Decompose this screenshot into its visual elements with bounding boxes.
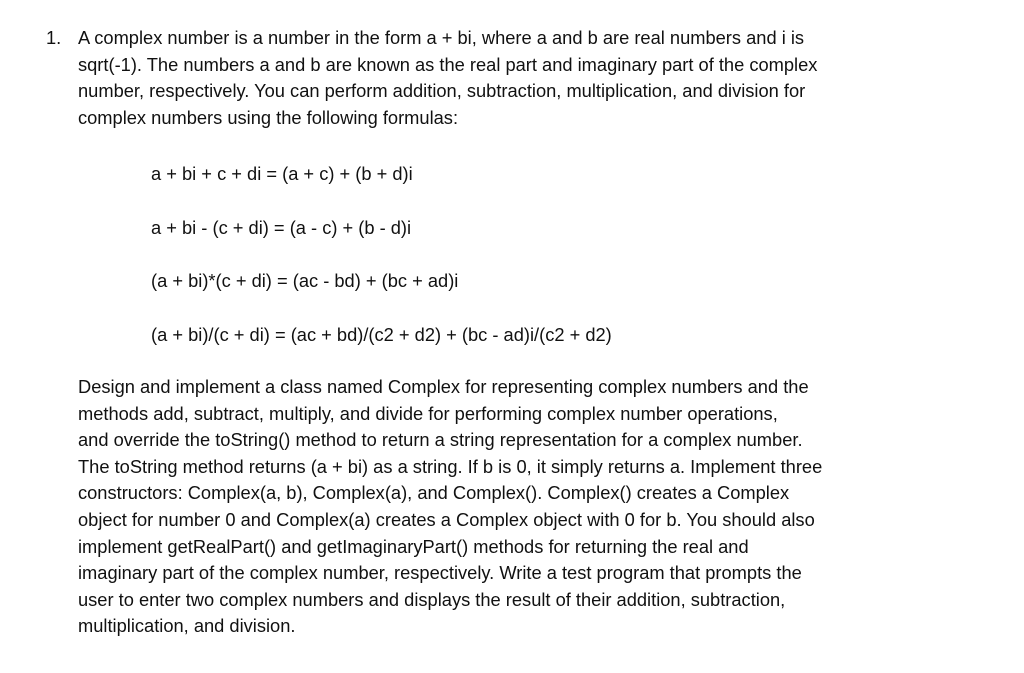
task-line: The toString method returns (a + bi) as a string. If b is 0, it simply returns a. Implement three — [78, 455, 823, 477]
problem-number: 1. — [46, 27, 62, 48]
multiplication-formula: (a + bi)*(c + di) = (ac - bd) + (bc + ad)i — [151, 270, 459, 291]
task-line: implement getRealPart() and getImaginaryPart() methods for returning the real and — [78, 535, 749, 557]
task-line: imaginary part of the complex number, respectively. Write a test program that prompts the — [78, 562, 802, 584]
task-line: multiplication, and division. — [78, 615, 296, 637]
task-line: object for number 0 and Complex(a) creates a Complex object with 0 for b. You should also — [78, 508, 815, 530]
addition-formula: a + bi + c + di = (a + c) + (b + d)i — [151, 163, 413, 184]
intro-line: complex numbers using the following formulas: — [78, 106, 459, 128]
task-line: methods add, subtract, multiply, and divide for performing complex number operations, — [78, 402, 778, 424]
intro-line: A complex number is a number in the form a + bi, where a and b are real numbers and i is — [78, 27, 805, 48]
task-paragraph — [78, 374, 978, 640]
division-formula: (a + bi)/(c + di) = (ac + bd)/(c2 + d2) + (bc - ad)i/(c2 + d2) — [151, 324, 612, 345]
intro-paragraph — [78, 25, 978, 131]
task-line: constructors: Complex(a, b), Complex(a), and Complex(). Complex() creates a Complex — [78, 482, 790, 504]
intro-line: number, respectively. You can perform addition, subtraction, multiplication, and division for — [78, 80, 806, 102]
task-line: and override the toString() method to return a string representation for a complex number. — [78, 429, 803, 451]
task-line: user to enter two complex numbers and displays the result of their addition, subtraction, — [78, 588, 786, 610]
task-line: Design and implement a class named Complex for representing complex numbers and the — [78, 376, 809, 397]
subtraction-formula: a + bi - (c + di) = (a - c) + (b - d)i — [151, 217, 412, 238]
intro-line: sqrt(-1). The numbers a and b are known as the real part and imaginary part of the complex — [78, 53, 818, 75]
